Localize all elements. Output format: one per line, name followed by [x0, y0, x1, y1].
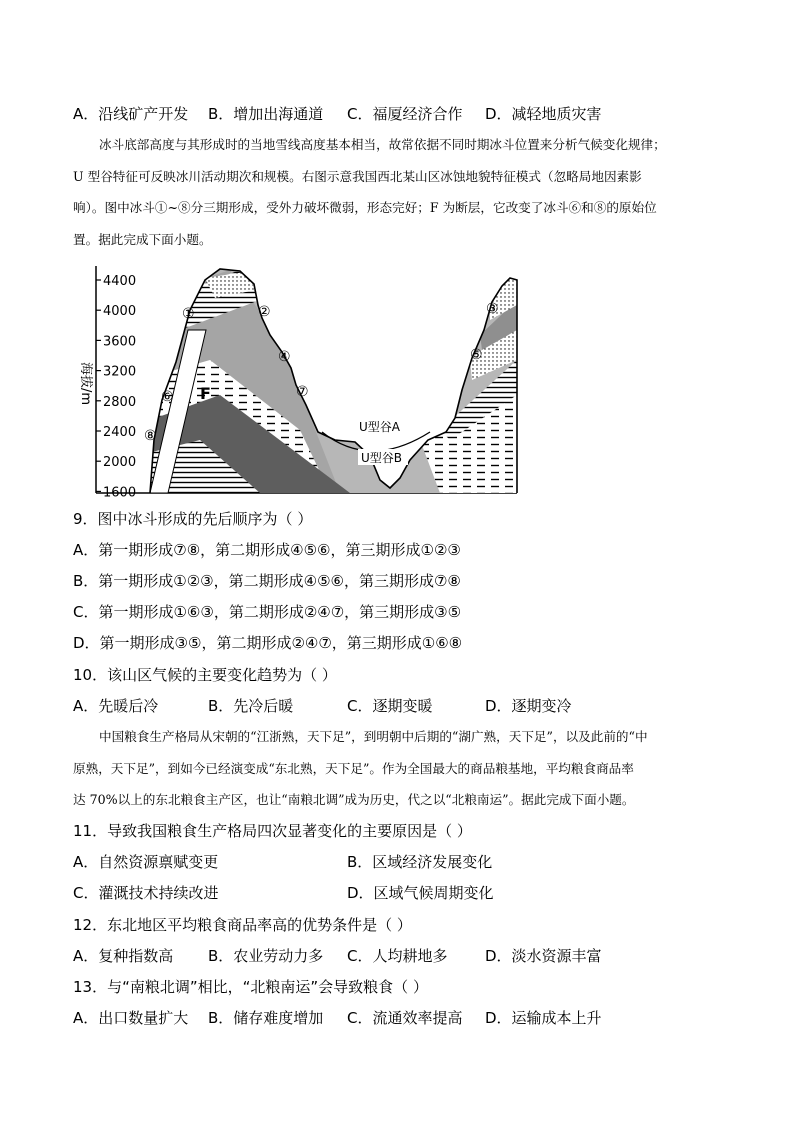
y-tick-label: 3200 — [103, 364, 137, 380]
q8-option-c: C．福厦经济合作 — [347, 105, 463, 123]
y-tick-label: 2000 — [103, 455, 137, 471]
fault-label: F — [200, 384, 211, 403]
passage-line: 置。据此完成下面小题。 — [73, 231, 212, 247]
passage-line: 响）。图中冰斗①~⑧分三期形成，受外力破坏微弱，形态完好；F 为断层，它改变了冰斗⑥和⑧的原始位 — [73, 200, 657, 215]
cirque-4-label: ④ — [278, 349, 291, 365]
q9-option-a: A．第一期形成⑦⑧，第二期形成④⑤⑥，第三期形成①②③ — [73, 541, 461, 559]
passage-line: 原熟，天下足”，到如今已经演变成“东北熟，天下足”。作为全国最大的商品粮基地，平均粮食商品率 — [73, 760, 634, 776]
q13-option-b: B．储存难度增加 — [208, 1009, 324, 1027]
q8-option-a: A．沿线矿产开发 — [73, 105, 189, 123]
cirque-5-label: ⑤ — [470, 347, 483, 363]
q11-option-a: A．自然资源禀赋变更 — [73, 853, 219, 871]
y-tick-label: 3600 — [103, 334, 137, 350]
q10-option-b: B．先冷后暖 — [208, 697, 294, 715]
q13-option-c: C．流通效率提高 — [347, 1009, 463, 1027]
mountain-strata — [140, 262, 530, 500]
q8-option-b: B．增加出海通道 — [208, 105, 324, 123]
y-axis-ticks — [96, 274, 136, 500]
q12-option-b: B．农业劳动力多 — [208, 947, 324, 965]
passage-glacier — [73, 129, 723, 255]
q11-option-c: C．灌溉技术持续改进 — [73, 884, 219, 902]
q12-option-c: C．人均耕地多 — [347, 947, 448, 965]
cirque-1-label: ① — [182, 306, 195, 322]
q8-option-d: D．减轻地质灾害 — [485, 105, 602, 123]
q11-option-d: D．区域气候周期变化 — [347, 884, 494, 902]
q10-option-c: C．逐期变暖 — [347, 697, 433, 715]
glacier-profile-figure — [70, 262, 530, 500]
y-tick-label: 4000 — [103, 304, 137, 320]
q12-option-a: A．复种指数高 — [73, 947, 174, 965]
q9-option-b: B．第一期形成①②③，第二期形成④⑤⑥，第三期形成⑦⑧ — [73, 572, 461, 590]
cirque-6-label: ⑥ — [161, 389, 174, 405]
passage-line: U 型谷特征可反映冰川活动期次和规模。右图示意我国西北某山区冰蚀地貌特征模式（忽略局地因素影 — [73, 168, 642, 184]
q10-stem: 10．该山区气候的主要变化趋势为（ ） — [73, 666, 337, 684]
q9-stem: 9．图中冰斗形成的先后顺序为（ ） — [73, 510, 313, 528]
passage-line: 达 70%以上的东北粮食主产区，也让“南粮北调”成为历史，代之以“北粮南运”。据此完成下面小题。 — [73, 792, 635, 807]
q10-option-a: A．先暖后冷 — [73, 697, 159, 715]
q9-option-c: C．第一期形成①⑥③，第二期形成②④⑦，第三期形成③⑤ — [73, 603, 462, 621]
q10-option-d: D．逐期变冷 — [485, 697, 572, 715]
q11-option-b: B．区域经济发展变化 — [347, 853, 493, 871]
y-tick-label: 2400 — [103, 425, 137, 440]
y-tick-label: 4400 — [103, 274, 137, 289]
q9-option-d: D．第一期形成③⑤，第二期形成②④⑦，第三期形成①⑥⑧ — [73, 634, 463, 652]
y-axis-label: 海拔/m — [78, 362, 93, 406]
cirque-3-label: ③ — [486, 301, 499, 317]
valley-a-label: U型谷A — [359, 420, 400, 434]
valley-b-label: U型谷B — [361, 451, 403, 465]
q13-option-d: D．运输成本上升 — [485, 1009, 602, 1027]
cirque-2-label: ② — [258, 304, 271, 320]
cirque-8-label: ⑧ — [144, 428, 157, 444]
q13-stem: 13．与“南粮北调”相比，“北粮南运”会导致粮食（ ） — [73, 978, 428, 996]
y-tick-label: 2800 — [103, 394, 137, 410]
y-tick-label: 1600 — [103, 485, 137, 500]
cirque-7-label: ⑦ — [296, 384, 309, 400]
q12-option-d: D．淡水资源丰富 — [485, 947, 602, 965]
q13-option-a: A．出口数量扩大 — [73, 1009, 189, 1027]
passage-grain — [73, 721, 723, 816]
passage-line: 中国粮食生产格局从宋朝的“江浙熟，天下足”，到明朝中后期的“湖广熟，天下足”，以及此前的“中 — [99, 729, 648, 744]
q12-stem: 12．东北地区平均粮食商品率高的优势条件是（ ） — [73, 916, 412, 934]
passage-line: 冰斗底部高度与其形成时的当地雪线高度基本相当，故常依据不同时期冰斗位置来分析气候变化规律； — [99, 137, 666, 152]
q11-stem: 11．导致我国粮食生产格局四次显著变化的主要原因是（ ） — [73, 822, 472, 840]
